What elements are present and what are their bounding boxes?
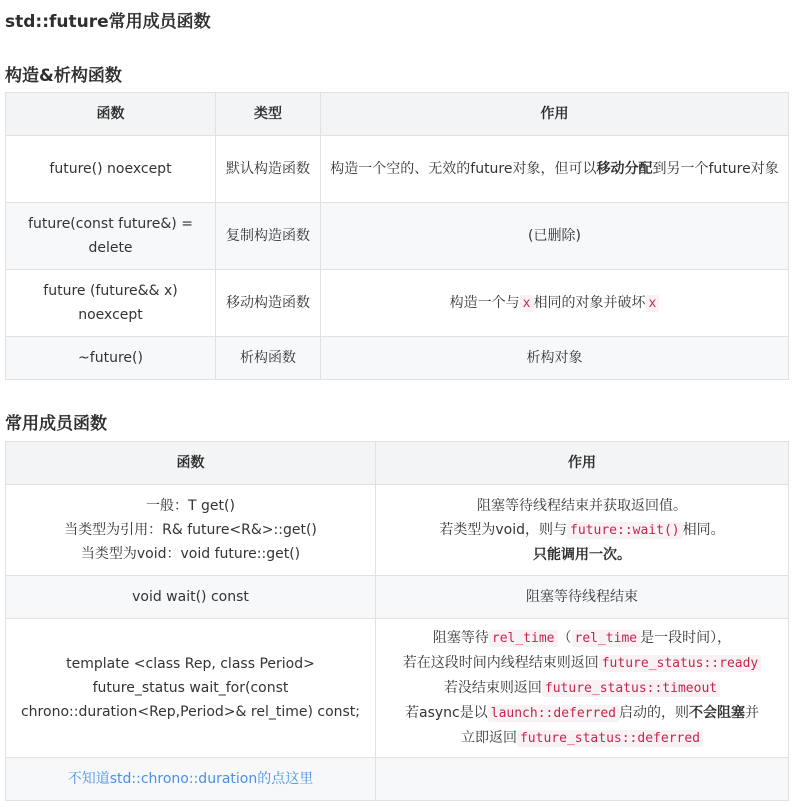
table-row	[6, 203, 789, 270]
col-header-function: 函数	[6, 442, 376, 485]
cell-type: 复制构造函数	[216, 203, 321, 270]
col-header-effect: 作用	[321, 93, 789, 136]
table-header-row	[6, 442, 789, 485]
table-row	[6, 270, 789, 337]
page-title: std::future常用成员函数	[5, 12, 211, 32]
section-heading-members: 常用成员函数	[5, 414, 107, 434]
code-status-timeout: future_status::timeout	[542, 680, 720, 697]
cell-function: future (future&& x) noexcept	[6, 270, 216, 337]
table-header-row	[6, 93, 789, 136]
cell-type: 默认构造函数	[216, 136, 321, 203]
cell-effect: (已删除)	[321, 203, 789, 270]
duration-link[interactable]: 不知道std::chrono::duration的点这里	[67, 771, 314, 787]
cell-function	[6, 758, 376, 801]
table-row	[6, 576, 789, 619]
cell-effect: 阻塞等待 rel_time （ rel_time 是一段时间）， 若在这段时间内线程结束则返回 future_status::ready 若没结束则返回 future_status::timeout 若async是以 launch::deferred 启动的，则不会阻塞并 立即返回 future_status::deferred	[376, 619, 789, 758]
cell-effect: 构造一个空的、无效的future对象，但可以移动分配到另一个future对象	[321, 136, 789, 203]
cell-function: void wait() const	[6, 576, 376, 619]
code-x: x	[520, 295, 534, 312]
cell-effect: 析构对象	[321, 337, 789, 380]
code-rel-time: rel_time	[572, 630, 641, 647]
table-row	[6, 758, 789, 801]
cell-function: future() noexcept	[6, 136, 216, 203]
cell-effect: 阻塞等待线程结束并获取返回值。 若类型为void，则与 future::wait() 相同。 只能调用一次。	[376, 485, 789, 576]
table-row	[6, 136, 789, 203]
code-status-deferred: future_status::deferred	[517, 730, 703, 747]
cell-effect: 构造一个与 x 相同的对象并破坏 x	[321, 270, 789, 337]
code-x: x	[646, 295, 660, 312]
members-table	[5, 441, 789, 801]
section-heading-ctor: 构造&析构函数	[5, 66, 122, 86]
cell-function: 一般：T get() 当类型为引用：R& future<R&>::get() 当类型为void：void future::get()	[6, 485, 376, 576]
cell-effect-empty	[376, 758, 789, 801]
cell-function: template <class Rep, class Period> future_status wait_for(const chrono::duration<Rep,Period>& rel_time) const;	[6, 619, 376, 758]
code-status-ready: future_status::ready	[599, 655, 762, 672]
cell-effect: 阻塞等待线程结束	[376, 576, 789, 619]
cell-type: 移动构造函数	[216, 270, 321, 337]
bold-no-block: 不会阻塞	[688, 704, 745, 721]
col-header-type: 类型	[216, 93, 321, 136]
table-row	[6, 485, 789, 576]
bold-move-assign: 移动分配	[596, 161, 653, 177]
table-row	[6, 337, 789, 380]
code-rel-time: rel_time	[489, 630, 558, 647]
col-header-effect: 作用	[376, 442, 789, 485]
table-row	[6, 619, 789, 758]
ctor-table	[5, 92, 789, 380]
cell-type: 析构函数	[216, 337, 321, 380]
bold-call-once: 只能调用一次。	[533, 546, 631, 563]
cell-function: ~future()	[6, 337, 216, 380]
code-launch-deferred: launch::deferred	[488, 705, 619, 722]
cell-function: future(const future&) = delete	[6, 203, 216, 270]
col-header-function: 函数	[6, 93, 216, 136]
code-future-wait: future::wait()	[567, 522, 683, 539]
